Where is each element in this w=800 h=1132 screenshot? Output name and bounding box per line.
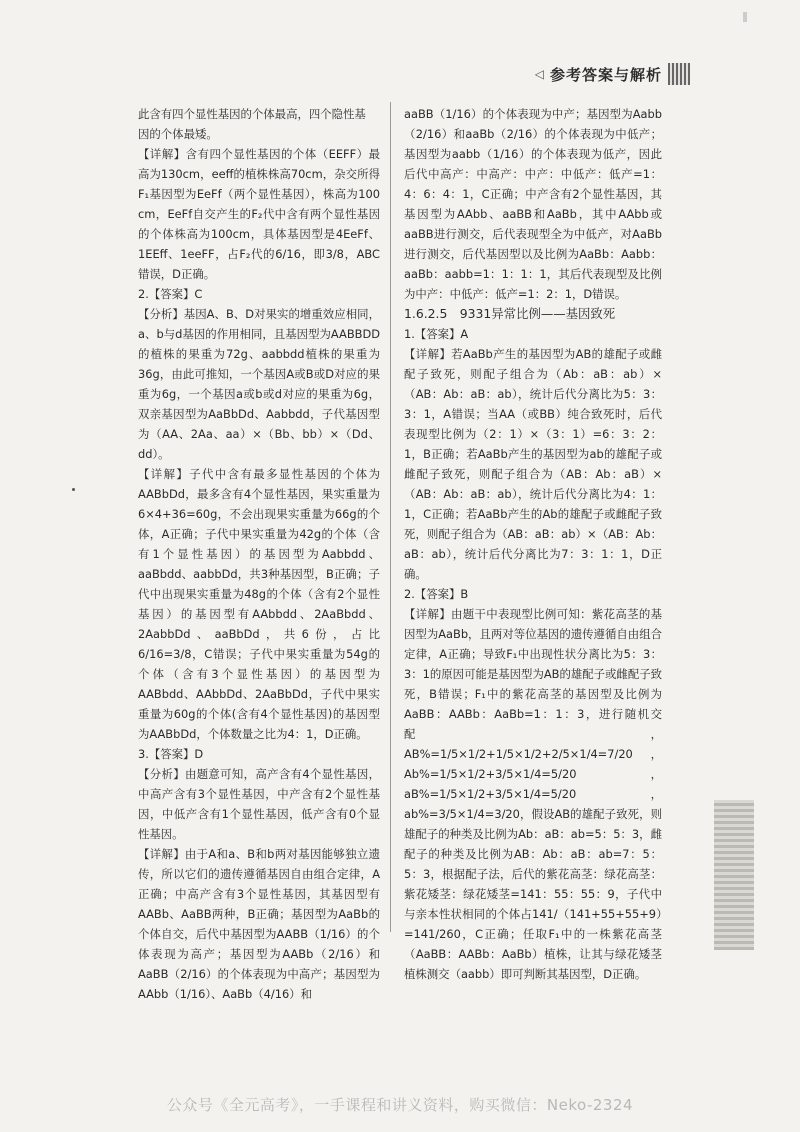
analysis-paragraph: 【分析】基因A、B、D对果实的增重效应相同，a、b与d基因的作用相同，且基因型为AABBDD的植株的果重为72g、aabbdd植株的果重为36g，由此可推知，一个基因A或B或D对应的果重为6g，一个基因a或b或d对应的果重为6g，双亲基因型为AaBbDd、Aabbdd，子代基因型为（AA、2Aa、aa）×（Bb、bb）×（Dd、dd）。: [138, 307, 380, 461]
detail-paragraph: 【详解】若AaBb产生的基因型为AB的雄配子或雌配子致死，则配子组合为（Ab：aB：ab）×（AB：Ab：aB：ab），统计后代分离比为5：3：3：1，A错误；当AA（或BB）纯合致死时，后代表现型比例为（2：1）×（3：1）=6：3：2：1，B正确；若AaBb产生的基因型为ab的雄配子或雌配子致死，则配子组合为（AB：Ab：aB）×（AB：Ab：aB：ab），统计后代分离比为4：1：1，C正确；若AaBb产生的Ab的雄配子或雌配子致死，则配子组合为（AB：aB：ab）×（AB：Ab：aB：ab），统计后代分离比为7：3：1：1，D正确。: [404, 347, 662, 581]
answer-heading: 2.【答案】B: [404, 587, 469, 601]
scan-dot: [72, 488, 75, 491]
page-arrow-icon: ◁: [534, 67, 544, 81]
answer-heading: 2.【答案】C: [138, 287, 203, 301]
page-header: [500, 60, 690, 88]
detail-paragraph: 【详解】由题干中表现型比例可知：紫花高茎的基因型为AaBb，且两对等位基因的遗传遵循自由组合定律，A正确；导致F₁中出现性状分离比为5：3：3：1的原因可能是基因型为AB的雄配子或雌配子致死，B错误；F₁中的紫花高茎的基因型及比例为AaBB：AABb：AaBb=1：1：3，进行随机交配，AB%=1/5×1/2+1/5×1/2+2/5×1/4=7/20，Ab%=1/5×1/2+3/5×1/4=5/20，aB%=1/5×1/2+3/5×1/4=5/20，ab%=3/5×1/4=3/20，假设AB的雄配子致死，则雄配子的种类及比例为Ab：aB：ab=5：5：3，雌配子的种类及比例为AB：Ab：aB：ab=7：5：5：3，根据配子法，后代的紫花高茎：绿花高茎：紫花矮茎：绿花矮茎=141：55：55：9，子代中与亲本性状相同的个体占141/（141+55+55+9）=141/260，C正确；任取F₁中的一株紫花高茎（AaBB：AABb：AaBb）植株，让其与绿花矮茎植株测交（aabb）即可判断其基因型，D正确。: [404, 607, 662, 981]
qr-code-icon: [668, 63, 690, 85]
header-title: 参考答案与解析: [549, 65, 662, 84]
analysis-paragraph: 【分析】由题意可知，高产含有4个显性基因，中高产含有3个显性基因，中产含有2个显性基因，中低产含有1个显性基因，低产含有0个显性基因。: [138, 767, 380, 841]
column-divider: [390, 102, 391, 932]
detail-paragraph: 【详解】由于A和a、B和b两对基因能够独立遗传，所以它们的遗传遵循基因自由组合定律，A正确；中高产含有3个显性基因，其基因型有AABb、AaBB两种，B正确；基因型为AaBb的个体自交，后代中基因型为AABB（1/16）的个体表现为高产；基因型为AABb（2/16）和AaBB（2/16）的个体表现为中高产；基因型为AAbb（1/16）、AaBb（4/16）和: [138, 847, 380, 1001]
text-line: 此含有四个显性基因的个体最高，四个隐性基: [138, 107, 366, 121]
continued-paragraph: aaBB（1/16）的个体表现为中产；基因型为Aabb（2/16）和aaBb（2/16）的个体表现为中低产；基因型为aabb（1/16）的个体表现为低产，因此后代中高产：中高产：中产：中低产：低产=1：4：6：4：1，C正确；中产含有2个显性基因，其基因型为AAbb、aaBB和AaBb，其中AAbb或aaBB进行测交，后代表现型全为中低产，对AaBb进行测交，后代基因型以及比例为AaBb：Aabb：aaBb：aabb=1：1：1：1，其后代表现型及比例为中产：中低产：低产=1：2：1，D错误。: [404, 107, 662, 301]
answer-heading: 3.【答案】D: [138, 747, 204, 761]
footer-watermark: 公众号《全元高考》，一手课程和讲义资料，购买微信：Neko-2324: [166, 1096, 634, 1114]
left-column: [138, 104, 380, 1004]
text-line: 因的个体最矮。: [138, 127, 218, 141]
detail-paragraph: 【详解】含有四个显性基因的个体（EEFF）最高为130cm，eeff的植株株高70cm，杂交所得F₁基因型为EeFf（两个显性基因），株高为100 cm，EeFf自交产生的F₂代中含有两个显性基因的个体株高为100cm，具体基因型是4EeFf、1EEff、1eeFF，占F₂代的6/16，即3/8，ABC错误，D正确。: [138, 147, 380, 281]
page-edge-tab: [714, 800, 754, 950]
right-column: [404, 104, 662, 984]
detail-paragraph: 【详解】子代中含有最多显性基因的个体为AABbDd，最多含有4个显性基因，果实重量为6×4+36=60g，不会出现果实重量为66g的个体，A正确；子代中果实重量为42g的个体（含有1个显性基因）的基因型为Aabbdd、aaBbdd、aabbDd，共3种基因型，B正确；子代中出现果实重量为48g的个体（含有2个显性基因）的基因型有AAbbdd、2AaBbdd、2AabbDd、aaBbDd，共6份，占比6/16=3/8，C错误；子代中果实重量为54g的个体（含有3个显性基因）的基因型为AABbdd、AAbbDd、2AaBbDd，子代中果实重量为60g的个体(含有4个显性基因)的基因型为AABbDd，个体数量之比为4：1，D正确。: [138, 467, 380, 741]
answer-heading: 1.【答案】A: [404, 327, 469, 341]
section-title: 1.6.2.5 9331异常比例——基因致死: [404, 306, 616, 321]
scan-mark: [743, 12, 747, 22]
